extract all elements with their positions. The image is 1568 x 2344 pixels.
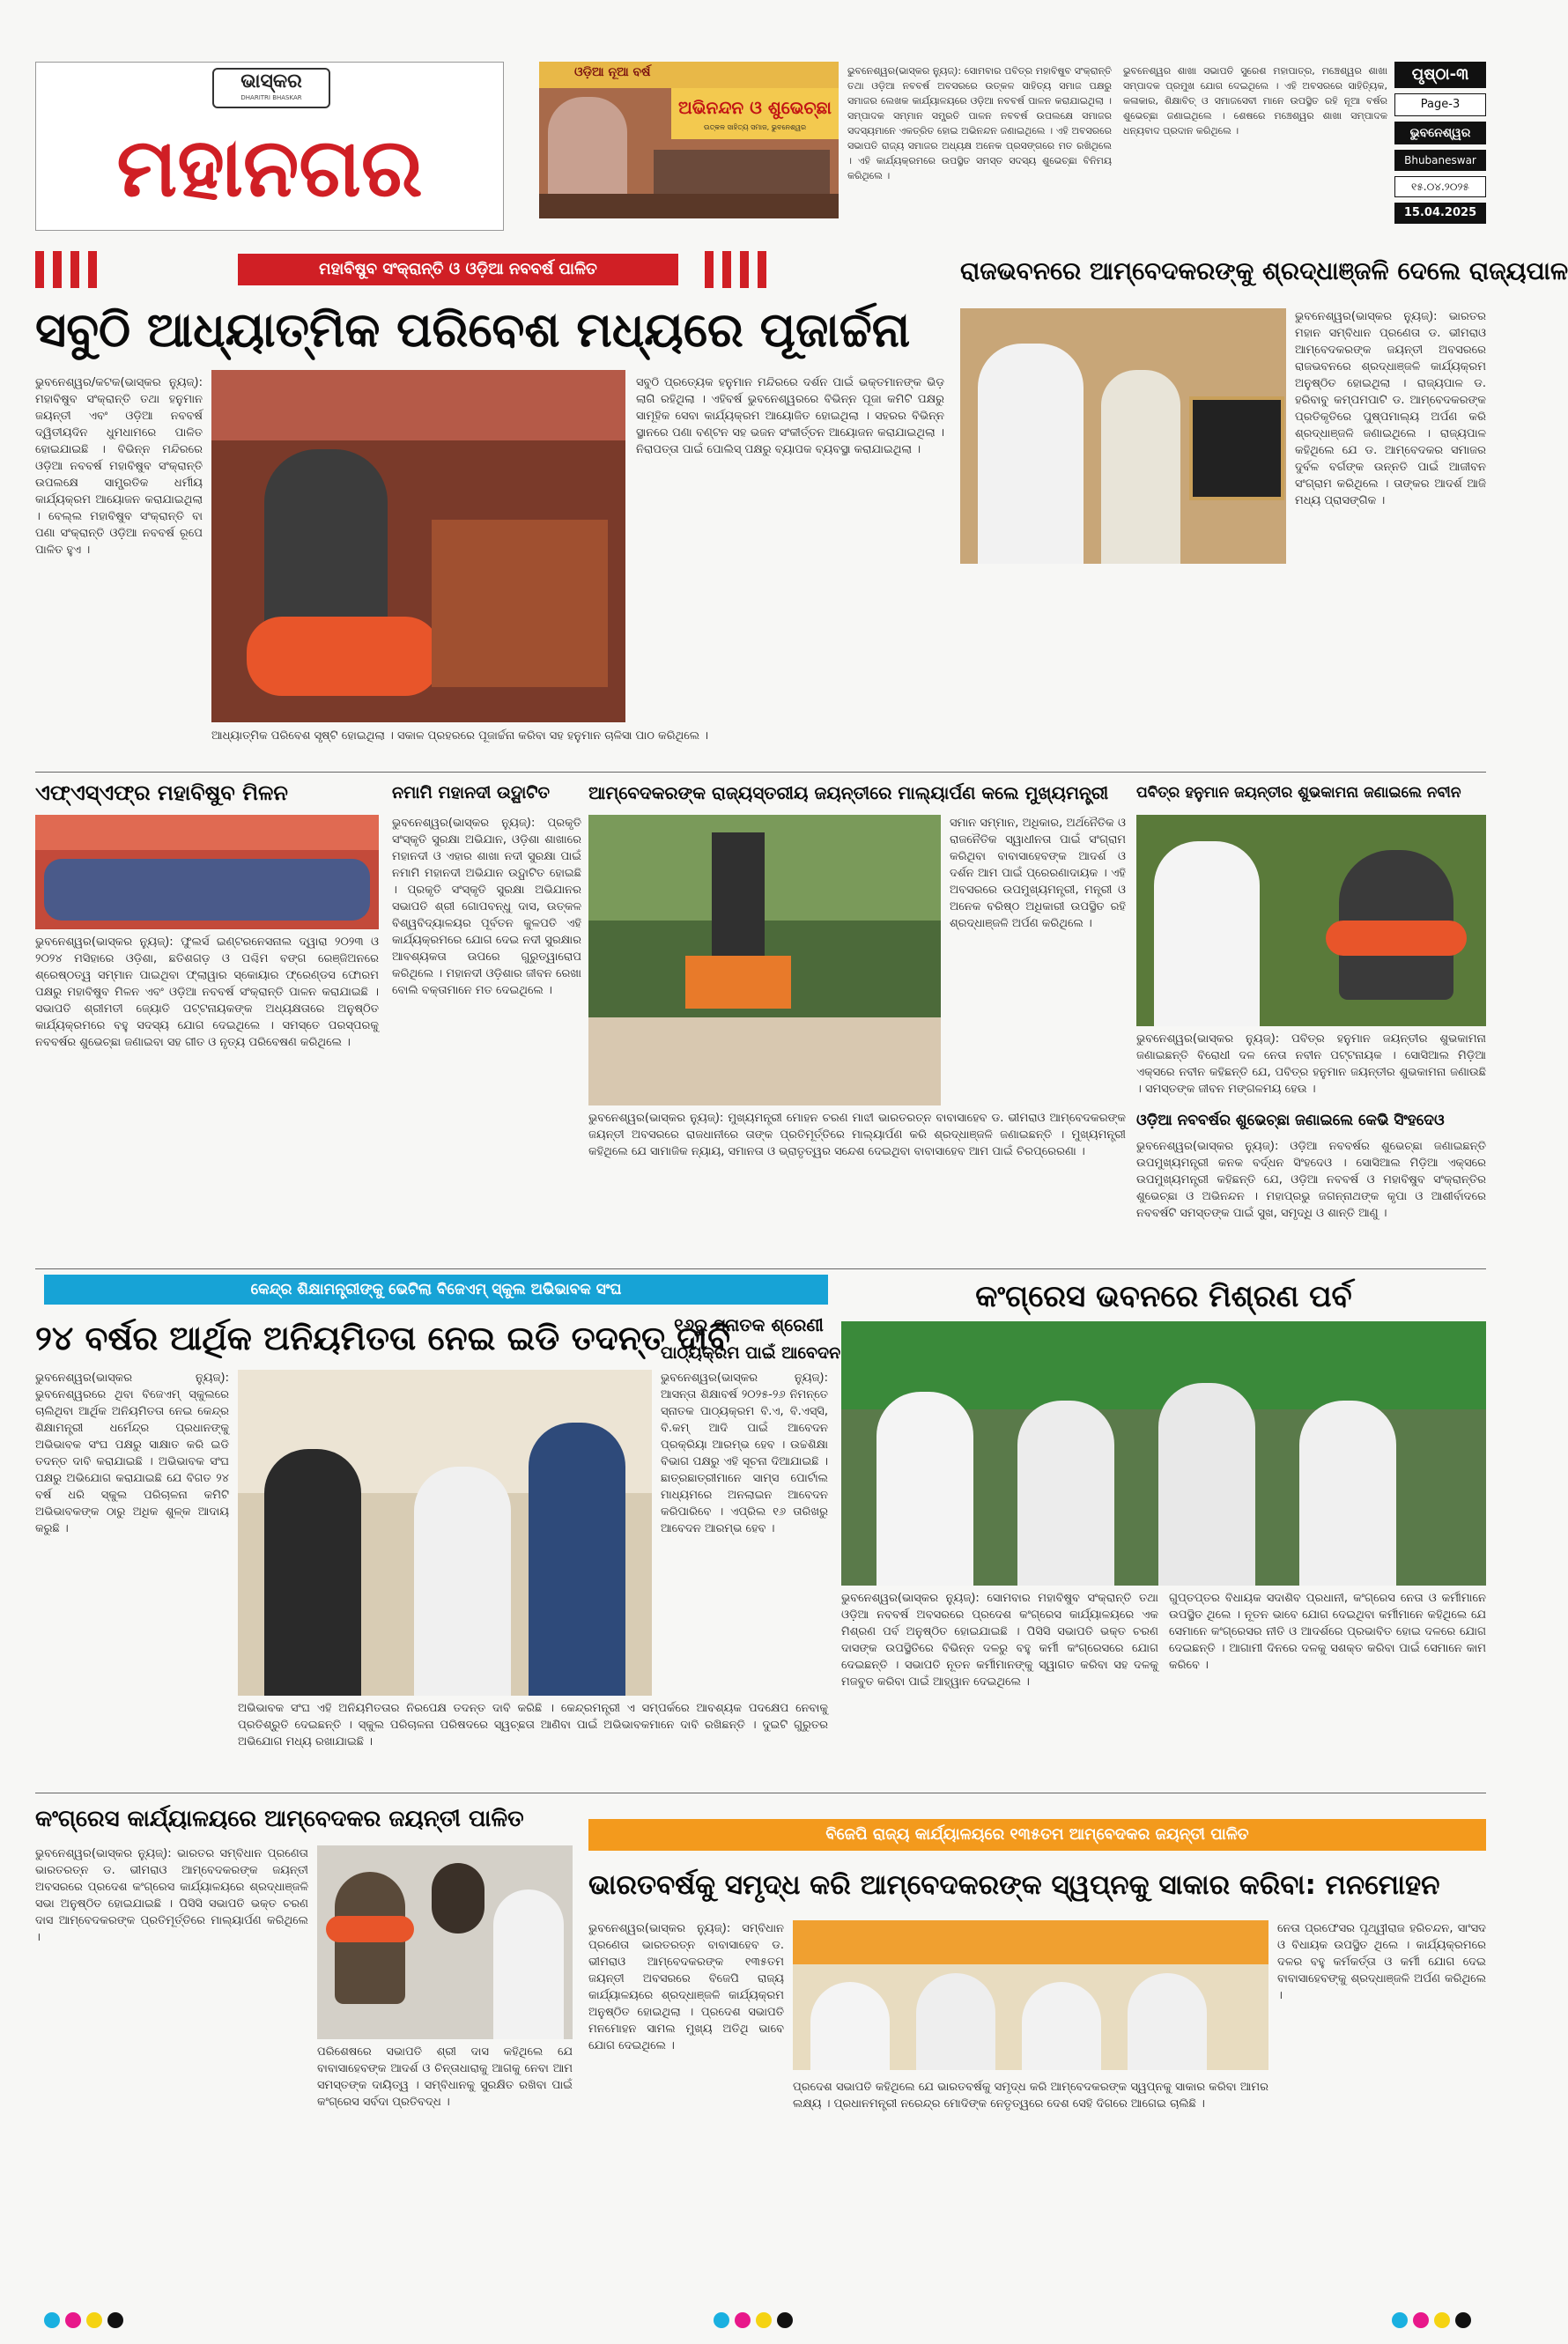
congress-jayanti-photo <box>317 1845 573 2039</box>
bjp-photo <box>793 1920 1268 2070</box>
congress-jayanti-body: ଭୁବନେଶ୍ୱର(ଭାସ୍କର ନ୍ୟୁଜ୍): ଭାରତର ସମ୍ବିଧାନ ପ୍ରଣେତା ଭାରତରତ୍ନ ଡ. ଭୀମରାଓ ଆମ୍ବେଦକରଙ୍କ ଜୟନ୍ତୀ ଅବସରରେ ପ୍ରଦେଶ କଂଗ୍ରେସ କାର୍ଯ୍ୟାଳୟରେ ଶ୍ରଦ୍ଧାଞ୍ଜଳି ସଭା ଅନୁଷ୍ଠିତ ହୋଇଯାଇଛି । ପିସିସି ସଭାପତି ଭକ୍ତ ଚରଣ ଦାସ ଆମ୍ବେଦକରଙ୍କ ପ୍ରତିମୂର୍ତ୍ତିରେ ମାଲ୍ୟାର୍ପଣ କରିଥିଲେ । <box>35 1847 308 1944</box>
page-title: ମହାନଗର <box>116 121 423 215</box>
congress-mix-body-2: ଗୁପ୍ତପ୍ତର ବିଧାୟକ ସଦାଶିବ ପ୍ରଧାନୀ, କଂଗ୍ରେସ ନେତା ଓ କର୍ମୀମାନେ ଉପସ୍ଥିତ ଥିଲେ । ନୂତନ ଭାବେ ଯୋଗ ଦେଇଥିବା କର୍ମୀମାନେ କହିଥିଲେ ଯେ ସେମାନେ କଂଗ୍ରେସର ନୀତି ଓ ଆଦର୍ଶରେ ପ୍ରଭାବିତ ହୋଇ ଦଳରେ ଯୋଗ ଦେଇଛନ୍ତି । ଆଗାମୀ ଦିନରେ ଦଳକୁ ସଶକ୍ତ କରିବା ପାଇଁ ସେମାନେ କାମ କରିବେ । <box>1169 1592 1486 1672</box>
congress-jayanti-body-2: ପରିଶେଷରେ ସଭାପତି ଶ୍ରୀ ଦାସ କହିଥିଲେ ଯେ ବାବାସାହେବଙ୍କ ଆଦର୍ଶ ଓ ଚିନ୍ତାଧାରାକୁ ଆଗକୁ ନେବା ଆମ ସମସ୍ତଙ୍କ ଦାୟିତ୍ୱ । ସମ୍ବିଧାନକୁ ସୁରକ୍ଷିତ ରଖିବା ପାଇଁ କଂଗ୍ରେସ ସର୍ବଦା ପ୍ରତିବଦ୍ଧ । <box>317 2045 573 2109</box>
main-kicker: ମହାବିଷୁବ ସଂକ୍ରାନ୍ତି ଓ ଓଡ଼ିଆ ନବବର୍ଷ ପାଳିତ <box>238 254 678 285</box>
ed-photo <box>238 1370 652 1696</box>
bjp-body: ଭୁବନେଶ୍ୱର(ଭାସ୍କର ନ୍ୟୁଜ୍): ସମ୍ବିଧାନ ପ୍ରଣେତା ଭାରତରତ୍ନ ବାବାସାହେବ ଡ. ଭୀମରାଓ ଆମ୍ବେଦକରଙ୍କ ୧୩୫ତମ ଜୟନ୍ତୀ ଅବସରରେ ବିଜେପି ରାଜ୍ୟ କାର୍ଯ୍ୟାଳୟରେ ଶ୍ରଦ୍ଧାଞ୍ଜଳି କାର୍ଯ୍ୟକ୍ରମ ଅନୁଷ୍ଠିତ ହୋଇଥିଲା । ପ୍ରଦେଶ ସଭାପତି ମନମୋହନ ସାମଲ ମୁଖ୍ୟ ଅତିଥି ଭାବେ ଯୋଗ ଦେଇଥିଲେ । <box>588 1922 784 2052</box>
kicker-stripes <box>35 251 97 288</box>
brand-logo <box>212 68 330 108</box>
main-body-right: ସବୁଠି ପ୍ରତ୍ୟେକ ହନୁମାନ ମନ୍ଦିରରେ ଦର୍ଶନ ପାଇଁ ଭକ୍ତମାନଙ୍କ ଭିଡ଼ ଲାଗି ରହିଥିଲା । ଏହିବର୍ଷ ଭୁବନେଶ୍ୱରରେ ବିଭିନ୍ନ ପୂଜା କମିଟି ପକ୍ଷରୁ ସାମୂହିକ ସେବା କାର୍ଯ୍ୟକ୍ରମ ଆୟୋଜିତ ହୋଇଥିଲା । ସହରର ବିଭିନ୍ନ ସ୍ଥାନରେ ପଣା ବଣ୍ଟନ ସହ ଭଜନ ସଂକୀର୍ତ୍ତନ ଆୟୋଜନ କରାଯାଇଥିଲା । ନିରାପତ୍ତା ପାଇଁ ପୋଲିସ୍ ପକ୍ଷରୁ ବ୍ୟାପକ ବ୍ୟବସ୍ଥା କରାଯାଇଥିଲା । <box>636 376 944 456</box>
page-info-box <box>1394 62 1486 220</box>
promo-photo <box>539 62 839 218</box>
singhdeo-headline: ଓଡ଼ିଆ ନବବର୍ଷର ଶୁଭେଚ୍ଛା ଜଣାଇଲେ କେଭି ସିଂହଦେଓ <box>1136 1112 1445 1129</box>
bjp-kicker: ବିଜେପି ରାଜ୍ୟ କାର୍ଯ୍ୟାଳୟରେ ୧୩୫ତମ ଆମ୍ବେଦକର ଜୟନ୍ତୀ ପାଳିତ <box>588 1819 1486 1851</box>
ug-headline-2: ପାଠ୍ୟକ୍ରମ ପାଇଁ ଆବେଦନ <box>661 1343 841 1363</box>
fsf-headline: ଏଫ୍‌ଏସ୍‌ଏଫ୍‌ର ମହାବିଷୁବ ମିଳନ <box>35 780 288 805</box>
ug-headline-1: ୧୬ରୁ ସ୍ନାତକ ଶ୍ରେଣୀ <box>674 1314 824 1335</box>
singhdeo-body: ଭୁବନେଶ୍ୱର(ଭାସ୍କର ନ୍ୟୁଜ୍): ଓଡ଼ିଆ ନବବର୍ଷର ଶୁଭେଚ୍ଛା ଜଣାଇଛନ୍ତି ଉପମୁଖ୍ୟମନ୍ତ୍ରୀ କନକ ବର୍ଦ୍ଧନ ସିଂହଦେଓ । ସୋସିଆଲ ମିଡ଼ିଆ ଏକ୍ସରେ ଉପମୁଖ୍ୟମନ୍ତ୍ରୀ କହିଛନ୍ତି ଯେ, ଓଡ଼ିଆ ନବବର୍ଷ ଓ ମହାବିଷୁବ ସଂକ୍ରାନ୍ତିର ଶୁଭେଚ୍ଛା ଓ ଅଭିନନ୍ଦନ । ମହାପ୍ରଭୁ ଜଗନ୍ନାଥଙ୍କ କୃପା ଓ ଆଶୀର୍ବାଦରେ ନବବର୍ଷଟି ସମସ୍ତଙ୍କ ପାଇଁ ସୁଖ, ସମୃଦ୍ଧି ଓ ଶାନ୍ତି ଆଣୁ । <box>1136 1140 1486 1220</box>
naveen-body: ଭୁବନେଶ୍ୱର(ଭାସ୍କର ନ୍ୟୁଜ୍): ପବିତ୍ର ହନୁମାନ ଜୟନ୍ତୀର ଶୁଭକାମନା ଜଣାଇଛନ୍ତି ବିରୋଧୀ ଦଳ ନେତା ନବୀନ ପଟ୍ଟନାୟକ । ସୋସିଆଲ ମିଡ଼ିଆ ଏକ୍ସରେ ନବୀନ କହିଛନ୍ତି ଯେ, ପବିତ୍ର ହନୁମାନ ଜୟନ୍ତୀର ଶୁଭକାମନା ଜଣାଉଛି । ସମସ୍ତଙ୍କ ଜୀବନ ମଙ୍ଗଳମୟ ହେଉ । <box>1136 1032 1486 1096</box>
governor-headline: ରାଜଭବନରେ ଆମ୍ବେଦକରଙ୍କୁ ଶ୍ରଦ୍ଧାଞ୍ଜଳି ଦେଲେ ରାଜ୍ୟପାଳ <box>960 256 1568 285</box>
brief-right: ଭୁବନେଶ୍ୱର ଶାଖା ସଭାପତି ସୁରେଶ ମହାପାତ୍ର, ମଞ୍ଚେଶ୍ୱର ଶାଖା ସମ୍ପାଦକ ପ୍ରମୁଖ ଯୋଗ ଦେଇଥିଲେ । ଏହି ଅବସରରେ ସାହିତ୍ୟିକ, କଳାକାର, ଶିକ୍ଷାବିତ୍ ଓ ସମାଜସେବୀ ମାନେ ଉପସ୍ଥିତ ରହି ନୂଆ ବର୍ଷର ଶୁଭେଚ୍ଛା ଜଣାଇଥିଲେ । ଶେଷରେ ମଞ୍ଚେଶ୍ୱର ଶାଖା ସମ୍ପାଦକ ଧନ୍ୟବାଦ ପ୍ରଦାନ କରିଥିଲେ । <box>1123 65 1387 137</box>
naveen-photo <box>1136 815 1486 1026</box>
bjp-headline: ଭାରତବର୍ଷକୁ ସମୃଦ୍ଧ କରି ଆମ୍ବେଦକରଙ୍କ ସ୍ୱପ୍ନକୁ ସାକାର କରିବା: ମନମୋହନ <box>588 1869 1440 1901</box>
ug-body: ଭୁବନେଶ୍ୱର(ଭାସ୍କର ନ୍ୟୁଜ୍): ଆସନ୍ତା ଶିକ୍ଷାବର୍ଷ ୨୦୨୫-୨୬ ନିମନ୍ତେ ସ୍ନାତକ ପାଠ୍ୟକ୍ରମ ବି.ଏ, ବି.ଏସ୍‌ସି, ବି.କମ୍ ଆଦି ପାଇଁ ଆବେଦନ ପ୍ରକ୍ରିୟା ଆରମ୍ଭ ହେବ । ଉଚ୍ଚଶିକ୍ଷା ବିଭାଗ ପକ୍ଷରୁ ଏହି ସୂଚନା ଦିଆଯାଇଛି । ଛାତ୍ରଛାତ୍ରୀମାନେ ସାମ୍ସ ପୋର୍ଟାଲ ମାଧ୍ୟମରେ ଅନଲାଇନ ଆବେଦନ କରିପାରିବେ । ଏପ୍ରିଲ ୧୬ ତାରିଖରୁ ଆବେଦନ ଆରମ୍ଭ ହେବ । <box>661 1372 828 1535</box>
promo-sub: ଉତ୍କଳ ସାହିତ୍ୟ ସମାଜ, ଭୁବନେଶ୍ୱର <box>703 123 807 131</box>
congress-mix-headline: କଂଗ୍ରେସ ଭବନରେ ମିଶ୍ରଣ ପର୍ବ <box>975 1279 1352 1314</box>
brand-name: ଭାସ୍କର <box>240 70 302 92</box>
governor-body: ଭୁବନେଶ୍ୱର(ଭାସ୍କର ନ୍ୟୁଜ୍): ଭାରତର ମହାନ ସମ୍ବିଧାନ ପ୍ରଣେତା ଡ. ଭୀମରାଓ ଆମ୍ବେଦକରଙ୍କ ଜୟନ୍ତୀ ଅବସରରେ ରାଜଭବନରେ ଶ୍ରଦ୍ଧାଞ୍ଜଳି କାର୍ଯ୍ୟକ୍ରମ ଅନୁଷ୍ଠିତ ହୋଇଥିଲା । ରାଜ୍ୟପାଳ ଡ. ହରିବାବୁ କମ୍ପମପାଟି ଡ. ଆମ୍ବେଦକରଙ୍କ ପ୍ରତିକୃତିରେ ପୁଷ୍ପମାଲ୍ୟ ଅର୍ପଣ କରି ଶ୍ରଦ୍ଧାଞ୍ଜଳି ଜଣାଇଥିଲେ । ରାଜ୍ୟପାଳ କହିଥିଲେ ଯେ ଡ. ଆମ୍ବେଦକର ସମାଜର ଦୁର୍ବଳ ବର୍ଗଙ୍କ ଉନ୍ନତି ପାଇଁ ଆଜୀବନ ସଂଗ୍ରାମ କରିଥିଲେ । ତାଙ୍କର ଆଦର୍ଶ ଆଜି ମଧ୍ୟ ପ୍ରାସଙ୍ଗିକ । <box>1295 310 1486 507</box>
mahanadi-body: ଭୁବନେଶ୍ୱର(ଭାସ୍କର ନ୍ୟୁଜ୍): ପ୍ରକୃତି ସଂସ୍କୃତି ସୁରକ୍ଷା ଅଭିଯାନ, ଓଡ଼ିଶା ଶାଖାରେ ମହାନଦୀ ଓ ଏହାର ଶାଖା ନଦୀ ସୁରକ୍ଷା ପାଇଁ ନମାମି ମହାନଦୀ ଅଭିଯାନ ଉଦ୍ଘାଟିତ ହୋଇଛି । ପ୍ରକୃତି ସଂସ୍କୃତି ସୁରକ୍ଷା ଅଭିଯାନର ସଭାପତି ଶ୍ରୀ ଗୋପବନ୍ଧୁ ଦାସ, ଉତ୍କଳ ବିଶ୍ୱବିଦ୍ୟାଳୟର ପୂର୍ବତନ କୁଳପତି ଏହି କାର୍ଯ୍ୟକ୍ରମରେ ଯୋଗ ଦେଇ ନଦୀ ସୁରକ୍ଷାର ଆବଶ୍ୟକତା ଉପରେ ଗୁରୁତ୍ୱାରୋପ କରିଥିଲେ । ମହାନଦୀ ଓଡ଼ିଶାର ଜୀବନ ରେଖା ବୋଲି ବକ୍ତାମାନେ ମତ ଦେଇଥିଲେ । <box>392 817 581 997</box>
main-caption: ଆଧ୍ୟାତ୍ମିକ ପରିବେଶ ସୃଷ୍ଟି ହୋଇଥିଲା । ସକାଳ ପ୍ରହରରେ ପୂଜାର୍ଚ୍ଚନା କରିବା ସହ ହନୁମାନ ଚାଳିସା ପାଠ କରିଥିଲେ । <box>211 729 709 743</box>
ed-headline: ୨୪ ବର୍ଷର ଆର୍ଥିକ ଅନିୟମିତତା ନେଇ ଇଡି ତଦନ୍ତ ଦାବି <box>35 1319 731 1357</box>
fsf-photo <box>35 815 379 929</box>
ed-body-2: ଅଭିଭାବକ ସଂଘ ଏହି ଅନିୟମିତତାର ନିରପେକ୍ଷ ତଦନ୍ତ ଦାବି କରିଛି । କେନ୍ଦ୍ରମନ୍ତ୍ରୀ ଏ ସମ୍ପର୍କରେ ଆବଶ୍ୟକ ପଦକ୍ଷେପ ନେବାକୁ ପ୍ରତିଶ୍ରୁତି ଦେଇଛନ୍ତି । ସ୍କୁଲ ପରିଚାଳନା ପରିଷଦରେ ସ୍ୱଚ୍ଛତା ଆଣିବା ପାଇଁ ଅଭିଭାବକମାନେ ଦାବି ରଖିଛନ୍ତି । ଦୁଇଟି ଗୁରୁତର ଅଭିଯୋଗ ମଧ୍ୟ ରଖାଯାଇଛି । <box>238 1702 828 1749</box>
registration-dots-center <box>714 2312 798 2332</box>
city-or: ଭୁବନେଶ୍ୱର <box>1394 122 1486 144</box>
naveen-headline: ପବିତ୍ର ହନୁମାନ ଜୟନ୍ତୀର ଶୁଭକାମନା ଜଣାଇଲେ ନବୀନ <box>1136 784 1461 802</box>
date-en: 15.04.2025 <box>1394 203 1486 224</box>
congress-mix-body: ଭୁବନେଶ୍ୱର(ଭାସ୍କର ନ୍ୟୁଜ୍): ସୋମବାର ମହାବିଷୁବ ସଂକ୍ରାନ୍ତି ତଥା ଓଡ଼ିଆ ନବବର୍ଷ ଅବସରରେ ପ୍ରଦେଶ କଂଗ୍ରେସ କାର୍ଯ୍ୟାଳୟରେ ଏକ ମିଶ୍ରଣ ପର୍ବ ଅନୁଷ୍ଠିତ ହୋଇଯାଇଛି । ପିସିସି ସଭାପତି ଭକ୍ତ ଚରଣ ଦାସଙ୍କ ଉପସ୍ଥିତିରେ ବିଭିନ୍ନ ଦଳରୁ ବହୁ କର୍ମୀ କଂଗ୍ରେସରେ ଯୋଗ ଦେଇଛନ୍ତି । ସଭାପତି ନୂତନ କର୍ମୀମାନଙ୍କୁ ସ୍ୱାଗତ କରିବା ସହ ଦଳକୁ ମଜବୁତ କରିବା ପାଇଁ ଆହ୍ୱାନ ଦେଇଥିଲେ । <box>841 1592 1158 1689</box>
cm-photo <box>588 815 941 1105</box>
cm-body: ଭୁବନେଶ୍ୱର(ଭାସ୍କର ନ୍ୟୁଜ୍): ମୁଖ୍ୟମନ୍ତ୍ରୀ ମୋହନ ଚରଣ ମାଝୀ ଭାରତରତ୍ନ ବାବାସାହେବ ଡ. ଭୀମରାଓ ଆମ୍ବେଦକରଙ୍କ ଜୟନ୍ତୀ ଅବସରରେ ରାଜଧାନୀରେ ତାଙ୍କ ପ୍ରତିମୂର୍ତ୍ତିରେ ମାଲ୍ୟାର୍ପଣ କରି ଶ୍ରଦ୍ଧାଞ୍ଜଳି ଜଣାଇଛନ୍ତି । ମୁଖ୍ୟମନ୍ତ୍ରୀ କହିଥିଲେ ଯେ ସାମାଜିକ ନ୍ୟାୟ, ସମାନତା ଓ ଭ୍ରାତୃତ୍ୱର ସନ୍ଦେଶ ଦେଇଥିବା ବାବାସାହେବ ଆମ ପାଇଁ ଚିରପ୍ରେରଣା । <box>588 1112 1126 1158</box>
brand-sub: DHARITRI BHASKAR <box>240 94 302 101</box>
brief-left: ଭୁବନେଶ୍ୱର(ଭାସ୍କର ନ୍ୟୁଜ୍): ସୋମବାର ପବିତ୍ର ମହାବିଷୁବ ସଂକ୍ରାନ୍ତି ତଥା ଓଡ଼ିଆ ନବବର୍ଷ ଅବସରରେ ଉତ୍କଳ ସାହିତ୍ୟ ସମାଜ ପକ୍ଷରୁ ସମାଜର ଲେଖକ କାର୍ଯ୍ୟାଳୟରେ ଓଡ଼ିଆ ନବବର୍ଷ ପାଳନ କରାଯାଇଥିଲା । ସମ୍ପାଦକ ସମ୍ମାନ ସମ୍ପ୍ରତି ପାଳନ ନବବର୍ଷ ଉପଲକ୍ଷେ ସମାଜର ସଦସ୍ୟମାନେ ଏକତ୍ରିତ ହୋଇ ଅଭିନନ୍ଦନ ଜଣାଇଥିଲେ । ଏହି ଅବସରରେ ସଭାପତି ରାଜ୍ୟ ସମାଜର ଅଧ୍ୟକ୍ଷ ଅନେକ ପ୍ରସଙ୍ଗରେ ମତ ରଖିଥିଲେ । ଏହି କାର୍ଯ୍ୟକ୍ରମରେ ଉପସ୍ଥିତ ସମସ୍ତ ସଦସ୍ୟ ଶୁଭେଚ୍ଛା ବିନିମୟ କରିଥିଲେ । <box>847 65 1112 181</box>
ed-body: ଭୁବନେଶ୍ୱର(ଭାସ୍କର ନ୍ୟୁଜ୍): ଭୁବନେଶ୍ୱରରେ ଥିବା ବିଜେଏମ୍ ସ୍କୁଲରେ ଚାଲିଥିବା ଆର୍ଥିକ ଅନିୟମିତତା ନେଇ କେନ୍ଦ୍ର ଶିକ୍ଷାମନ୍ତ୍ରୀ ଧର୍ମେନ୍ଦ୍ର ପ୍ରଧାନଙ୍କୁ ଅଭିଭାବକ ସଂଘ ପକ୍ଷରୁ ସାକ୍ଷାତ କରି ଇଡି ତଦନ୍ତ ଦାବି କରାଯାଇଛି । ଅଭିଭାବକ ସଂଘ ପକ୍ଷରୁ ଅଭିଯୋଗ କରାଯାଇଛି ଯେ ବିଗତ ୨୪ ବର୍ଷ ଧରି ସ୍କୁଲ ପରିଚାଳନା କମିଟି ଅଭିଭାବକଙ୍କ ଠାରୁ ଅଧିକ ଶୁଳ୍କ ଆଦାୟ କରୁଛି । <box>35 1372 229 1535</box>
bjp-body-2: ପ୍ରଦେଶ ସଭାପତି କହିଥିଲେ ଯେ ଭାରତବର୍ଷକୁ ସମୃଦ୍ଧ କରି ଆମ୍ବେଦକରଙ୍କ ସ୍ୱପ୍ନକୁ ସାକାର କରିବା ଆମର ଲକ୍ଷ୍ୟ । ପ୍ରଧାନମନ୍ତ୍ରୀ ନରେନ୍ଦ୍ର ମୋଦିଙ୍କ ନେତୃତ୍ୱରେ ଦେଶ ସେହି ଦିଗରେ ଆଗେଇ ଚାଲିଛି । <box>793 2081 1268 2111</box>
governor-photo <box>960 308 1286 564</box>
date-or: ୧୫.୦୪.୨୦୨୫ <box>1394 176 1486 197</box>
promo-top-text: ଓଡ଼ିଆ ନୂଆ ବର୍ଷ <box>574 65 651 79</box>
congress-jayanti-headline: କଂଗ୍ରେସ କାର୍ଯ୍ୟାଳୟରେ ଆମ୍ବେଦକର ଜୟନ୍ତୀ ପାଳିତ <box>35 1806 524 1832</box>
registration-dots-left <box>44 2312 129 2332</box>
main-photo <box>211 370 625 722</box>
cm-headline: ଆମ୍ବେଦକରଙ୍କ ରାଜ୍ୟସ୍ତରୀୟ ଜୟନ୍ତୀରେ ମାଲ୍ୟାର୍ପଣ କଲେ ମୁଖ୍ୟମନ୍ତ୍ରୀ <box>588 782 1109 803</box>
main-headline: ସବୁଠି ଆଧ୍ୟାତ୍ମିକ ପରିବେଶ ମଧ୍ୟରେ ପୂଜାର୍ଚ୍ଚନା <box>35 302 911 358</box>
mahanadi-headline: ନମାମି ମହାନଦୀ ଉଦ୍ଘାଟିତ <box>392 783 551 802</box>
congress-mix-photo <box>841 1321 1486 1586</box>
ed-kicker: କେନ୍ଦ୍ର ଶିକ୍ଷାମନ୍ତ୍ରୀଙ୍କୁ ଭେଟିଲା ବିଜେଏମ୍ ସ୍କୁଲ ଅଭିଭାବକ ସଂଘ <box>44 1275 828 1305</box>
registration-dots-right <box>1392 2312 1476 2332</box>
bjp-body-3: ନେତା ପ୍ରଫେସର ପୃଥ୍ୱୀରାଜ ହରିଚନ୍ଦନ, ସାଂସଦ ଓ ବିଧାୟକ ଉପସ୍ଥିତ ଥିଲେ । କାର୍ଯ୍ୟକ୍ରମରେ ଦଳର ବହୁ କର୍ମକର୍ତ୍ତା ଓ କର୍ମୀ ଯୋଗ ଦେଇ ବାବାସାହେବଙ୍କୁ ଶ୍ରଦ୍ଧାଞ୍ଜଳି ଅର୍ପଣ କରିଥିଲେ । <box>1277 1922 1486 2002</box>
page-number-en: Page-3 <box>1394 93 1486 116</box>
main-body-left: ଭୁବନେଶ୍ୱର/କଟକ(ଭାସ୍କର ନ୍ୟୁଜ୍): ମହାବିଷୁବ ସଂକ୍ରାନ୍ତି ତଥା ହନୁମାନ ଜୟନ୍ତୀ ଏବଂ ଓଡ଼ିଆ ନବବର୍ଷ ଦ୍ୱିତୀୟଦିନ ଧୁମଧାମରେ ପାଳିତ ହୋଇଯାଇଛି । ବିଭିନ୍ନ ମନ୍ଦିରରେ ଓଡ଼ିଆ ନବବର୍ଷ ମହାବିଷୁବ ସଂକ୍ରାନ୍ତି ଉପଲକ୍ଷେ ସାମ୍ପ୍ରତିକ ଧର୍ମୀୟ କାର୍ଯ୍ୟକ୍ରମ ଆୟୋଜନ କରାଯାଇଥିଲା । ବେଲ୍ଲ ମହାବିଷୁବ ସଂକ୍ରାନ୍ତି ବା ପଣା ସଂକ୍ରାନ୍ତି ଓଡ଼ିଆ ନବବର୍ଷ ରୂପେ ପାଳିତ ହୁଏ । <box>35 376 203 557</box>
city-en: Bhubaneswar <box>1394 150 1486 171</box>
promo-label: ଅଭିନନ୍ଦନ ଓ ଶୁଭେଚ୍ଛା <box>678 97 832 118</box>
masthead <box>35 62 504 231</box>
page-number: ପୃଷ୍ଠା-୩ <box>1394 62 1486 88</box>
fsf-body: ଭୁବନେଶ୍ୱର(ଭାସ୍କର ନ୍ୟୁଜ୍): ଫୁଲର୍ସ ଇଣ୍ଟରନେସନାଲ ଦ୍ୱାରା ୨୦୨୩ ଓ ୨୦୨୪ ମସିହାରେ ଓଡ଼ିଶା, ଛତିଶଗଡ଼ ଓ ପଶ୍ଚିମ ବଙ୍ଗ ରେଞ୍ଜିଅନରେ ଶ୍ରେଷ୍ଠତ୍ୱ ସମ୍ମାନ ପାଇଥିବା ଫ୍ଲାୱାର ସ୍କୋୟାର ଫ୍ରେଣ୍ଡସ ଫୋରମ ପକ୍ଷରୁ ମହାବିଷୁବ ମିଳନ ଏବଂ ଓଡ଼ିଆ ନବବର୍ଷ ସଂକ୍ରାନ୍ତି ପାଳନ କରାଯାଇଛି । ସଭାପତି ଶ୍ରୀମତୀ ଜ୍ୟୋତି ପଟ୍ଟନାୟକଙ୍କ ଅଧ୍ୟକ୍ଷତାରେ ଅନୁଷ୍ଠିତ କାର୍ଯ୍ୟକ୍ରମରେ ବହୁ ସଦସ୍ୟ ଯୋଗ ଦେଇଥିଲେ । ସମସ୍ତେ ପରସ୍ପରକୁ ନବବର୍ଷର ଶୁଭେଚ୍ଛା ଜଣାଇବା ସହ ଗୀତ ଓ ନୃତ୍ୟ ପରିବେଷଣ କରିଥିଲେ । <box>35 935 379 1049</box>
cm-side: ସମାନ ସମ୍ମାନ, ଅଧିକାର, ଅର୍ଥନୈତିକ ଓ ରାଜନୈତିକ ସ୍ୱାଧୀନତା ପାଇଁ ସଂଗ୍ରାମ କରିଥିବା ବାବାସାହେବଙ୍କ ଆଦର୍ଶ ଓ ଦର୍ଶନ ଆମ ପାଇଁ ପ୍ରେରଣାଦାୟକ । ଏହି ଅବସରରେ ଉପମୁଖ୍ୟମନ୍ତ୍ରୀ, ମନ୍ତ୍ରୀ ଓ ଅନେକ ବରିଷ୍ଠ ଅଧିକାରୀ ଉପସ୍ଥିତ ରହି ଶ୍ରଦ୍ଧାଞ୍ଜଳି ଅର୍ପଣ କରିଥିଲେ । <box>950 817 1126 930</box>
